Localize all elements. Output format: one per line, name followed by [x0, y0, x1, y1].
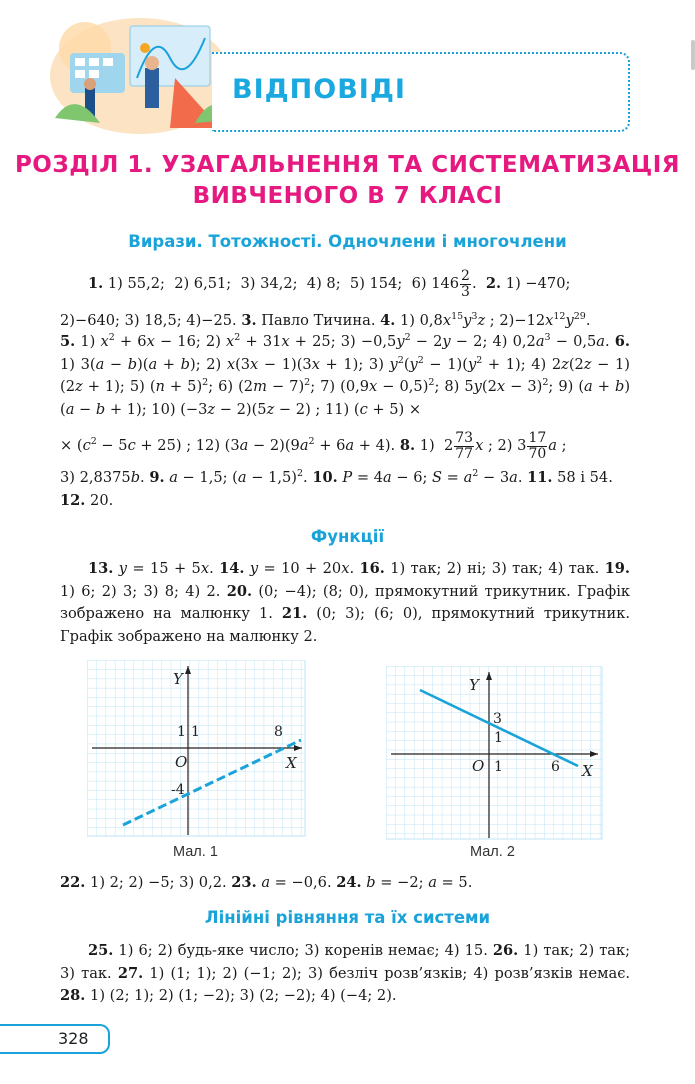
answer-line-2: 2)−640; 3) 18,5; 4)−25. 3. Павло Тичина. 4. 1) $0,8x^{15}y^3z$ ; $2)-12x^{12}y^{29}$.	[60, 311, 591, 329]
figure-2-graph	[386, 666, 604, 841]
page-edge-marker	[691, 40, 695, 70]
figure-2-caption: Мал. 2	[470, 844, 515, 860]
section-title-line1: РОЗДІЛ 1. УЗАГАЛЬНЕННЯ ТА СИСТЕМАТИЗАЦІЯ	[14, 152, 681, 178]
header-title: ВІДПОВІДІ	[232, 74, 406, 105]
section-title-line2: ВИВЧЕНОГО В 7 КЛАСІ	[192, 183, 503, 209]
subhead-expressions: Вирази. Тотожності. Одночлени і многочлени	[128, 232, 567, 251]
fig1-x-label: X	[286, 754, 297, 772]
fig2-y-label: Y	[469, 676, 479, 694]
figure-1-caption: Мал. 1	[173, 844, 218, 860]
section-title	[0, 150, 695, 212]
subhead-linear: Лінійні рівняння та їх системи	[204, 908, 491, 927]
answer-block-25-28: 25. 1) 6; 2) будь-яке число; 3) коренів немає; 4) 15. 26. 1) так; 2) так; 3) так. 27. 1) (1; 1); 2) (−1; 2); 3) безліч розв’язків; 4) розв’язків немає. 28. 1) (2; 1); 2) (1; −2); 3) (2; −2); 4) (−4; 2).	[60, 942, 631, 1004]
fig1-tick-y1: 1	[177, 724, 186, 740]
answer-block-13-21: 13. y = 15 + 5x. 14. y = 10 + 20x. 16. 1) так; 2) ні; 3) так; 4) так. 19. 1) 6; 2) 3; 3) 8; 4) 2. 20. (0; −4); (8; 0), прямокутний трикутник. Графік зображено на малюнку 1. 21. (0; 3); (6; 0), прямокутний трикутник. Графік зображено на малюнку 2.	[60, 560, 630, 645]
fig2-y-intercept: 3	[493, 711, 502, 727]
fig2-x-label: X	[582, 762, 593, 780]
page-number: 328	[0, 1024, 110, 1054]
fig1-y-label: Y	[173, 670, 183, 688]
answer-line-1: 1. 1) 55,2; 2) 6,51; 3) 34,2; 4) 8; 5) 154; 6) 146 $\frac{2}{3}$ . 2. 1) −470;	[88, 267, 571, 300]
answer-block-5-10: 5. 1) $x^2 + 6x - 16$; 2) $x^2 + 31x + 25$; $3) -0,5y^2 - 2y - 2$; 4) $0,2a^3 - 0,5a$. 6. 1) 3(a − b)(a + b); 2) x(3x − 1)(3x + 1); 3) $y^2(y^2 - 1)(y^2 + 1)$; 4) 2z(2z − 1)(2z + 1); 5) $(n + 5)^2$; 6) $(2m - 7)^2$; 7) $(0,9x - 0,5)^2$; 8) $5y(2x - 3)^2$; 9) (a + b)(a − b + 1); 10) (−3z − 2)(5z − 2) ; 11) (c + 5) ×	[60, 332, 631, 418]
answer-line-8: × $(c^2 - 5c + 25)$ ; 12) $(3a - 2)(9a^2 + 6a + 4)$. 8. 1) 2 $\frac{73}{77}$ x ; 2) 3 $\frac{17}{70}$ a ;	[60, 429, 567, 462]
header-illustration	[45, 8, 235, 136]
fig1-y-intercept: -4	[171, 782, 185, 798]
fig1-origin: O	[175, 753, 188, 771]
fig2-tick-y1: 1	[494, 730, 503, 746]
fig2-origin: O	[472, 757, 485, 775]
figure-1-graph	[87, 660, 307, 838]
answer-block-9-12: 3) 2,8375b. 9. a − 1,5; $(a - 1,5)^2$. 10. P = 4a − 6; $S = a^2 - 3a$. 11. 58 і 54. 12. 20.	[60, 468, 613, 509]
subhead-functions: Функції	[310, 527, 385, 546]
fig1-tick-x1: 1	[191, 724, 200, 740]
answer-block-22-24: 22. 1) 2; 2) −5; 3) 0,2. 23. a = −0,6. 24. b = −2; a = 5.	[60, 874, 473, 891]
fig2-x-intercept: 6	[551, 759, 560, 775]
fig2-tick-x1: 1	[494, 759, 503, 775]
fig1-x-intercept: 8	[274, 724, 283, 740]
